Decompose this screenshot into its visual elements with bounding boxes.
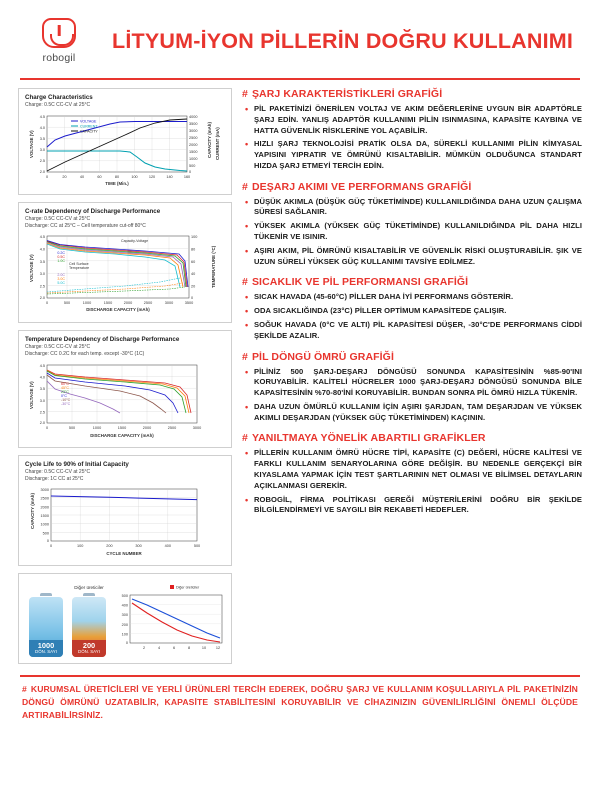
svg-text:1500: 1500 [103, 301, 113, 306]
svg-text:DISCHARGE CAPACITY (mAh): DISCHARGE CAPACITY (mAh) [90, 432, 154, 438]
svg-text:CURRENT (mA): CURRENT (mA) [215, 127, 220, 160]
battery-group [25, 580, 106, 657]
section-sicaklik-pil-performansi [242, 276, 582, 341]
list-item: • PİLİNİZ 500 ŞARJ-DEŞARJ DÖNGÜSÜ SONUNDA KAPASİTESİNİN %85-90'INI KORUYABİLİR. KALİTELİ HÜCRELER 1000 ŞARJ-DEŞARJ DÖNGÜSÜ SONUNDA BİLE KAPASİTESİNİN %70-80'İNİ KORUYABİLİR. BUNDAN SONRA PİL ÖMRÜ HIZLA TÜKENİR. [254, 367, 582, 399]
svg-text:TEMPERATURE (°C): TEMPERATURE (°C) [211, 246, 216, 289]
section-bullets [242, 448, 582, 516]
chart-title: Temperature Dependency of Discharge Performance [25, 336, 180, 344]
svg-text:3000: 3000 [189, 128, 198, 133]
chart-subtitle-2: Discharge: CC 0.2C for each temp. except -30°C (1C) [25, 351, 145, 357]
svg-text:1500: 1500 [40, 514, 49, 519]
svg-text:45°C: 45°C [61, 385, 70, 390]
svg-text:Cell Surface: Cell Surface [69, 262, 89, 267]
svg-text:1000: 1000 [92, 425, 102, 430]
svg-text:3.5: 3.5 [39, 260, 45, 265]
svg-text:0°C: 0°C [61, 393, 68, 398]
hash-icon: # [242, 180, 248, 193]
svg-text:100: 100 [131, 174, 138, 179]
svg-text:200: 200 [121, 623, 128, 628]
svg-text:3000: 3000 [192, 425, 202, 430]
svg-text:3.0: 3.0 [39, 272, 45, 277]
svg-text:40: 40 [79, 174, 85, 179]
svg-text:160: 160 [183, 174, 191, 179]
svg-text:2500: 2500 [189, 135, 198, 140]
svg-text:2000: 2000 [189, 142, 198, 147]
svg-text:10: 10 [201, 646, 207, 651]
svg-text:400: 400 [164, 544, 171, 549]
svg-text:2000: 2000 [142, 425, 152, 430]
svg-text:4000: 4000 [189, 114, 198, 119]
svg-text:CAPACITY (mAh): CAPACITY (mAh) [30, 493, 35, 530]
battery-label: Diğer üreticiler [74, 585, 104, 591]
chart-card-temperature-dependency [18, 330, 232, 448]
page-title: LİTYUM-İYON PİLLERİN DOĞRU KULLANIMI [112, 28, 574, 53]
svg-text:2.5: 2.5 [39, 158, 45, 163]
section-heading-text: YANILTMAYA YÖNELİK ABARTILI GRAFİKLER [251, 432, 486, 445]
section-bullets [242, 292, 582, 341]
document-footer [0, 677, 600, 732]
chart-card-c-rate-discharge [18, 202, 232, 324]
chart-plot [25, 112, 225, 190]
svg-text:140: 140 [166, 174, 173, 179]
svg-text:1.0C: 1.0C [57, 259, 65, 264]
svg-text:3.5: 3.5 [39, 136, 45, 141]
svg-text:100: 100 [77, 544, 84, 549]
hash-icon: # [242, 276, 248, 289]
svg-text:60: 60 [97, 174, 102, 179]
svg-text:100: 100 [121, 632, 128, 637]
svg-text:80: 80 [191, 247, 196, 252]
chart-plot [25, 485, 225, 561]
svg-text:0: 0 [45, 301, 49, 306]
svg-text:23°C: 23°C [61, 389, 70, 394]
svg-text:8: 8 [187, 646, 191, 651]
battery-other [72, 585, 106, 657]
section-desarj-akimi [242, 181, 582, 268]
svg-text:500: 500 [68, 425, 76, 430]
hash-icon: # [22, 684, 27, 695]
chart-plot [25, 232, 225, 318]
svg-text:CAPACITY (mAh): CAPACITY (mAh) [207, 121, 212, 158]
svg-text:500: 500 [63, 301, 71, 306]
svg-text:4.5: 4.5 [39, 363, 45, 368]
svg-text:VOLTAGE (V): VOLTAGE (V) [29, 130, 34, 158]
svg-text:-10°C: -10°C [61, 397, 71, 402]
section-heading [242, 88, 582, 100]
section-heading-text: PİL DÖNGÜ ÖMRÜ GRAFİĞİ [251, 350, 394, 363]
battery-cycle-unit: DÖN. SAYI [78, 648, 100, 654]
list-item: • AŞIRI AKIM, PİL ÖMRÜNÜ KISALTABİLİR VE GÜVENLİK RİSKİ OLUŞTURABİLİR. ŞIK VE UZUN SÜRELİ YÜKSEK GÜÇ KULLANIMI TAVSİYE EDİLMEZ. [254, 246, 582, 268]
battery-comparison-panel [18, 573, 232, 664]
chart-subtitle: Charge: 0.5C CC-CV at 25°C [25, 102, 91, 108]
svg-text:2.0C: 2.0C [57, 273, 65, 278]
svg-text:2.5: 2.5 [39, 284, 45, 289]
svg-text:Diğer üreticiler: Diğer üreticiler [176, 585, 200, 590]
section-bullets [242, 367, 582, 424]
chart-subtitle-2: Discharge: 1C CC at 25°C [25, 475, 84, 482]
chart-plot-misleading [112, 583, 230, 657]
chart-subtitle: Charge: 0.5C CC-CV at 25°C [25, 344, 91, 351]
svg-text:2500: 2500 [143, 301, 153, 306]
svg-text:4: 4 [157, 646, 161, 651]
svg-text:1000: 1000 [82, 301, 92, 306]
chart-title: C-rate Dependency of Discharge Performance [25, 207, 161, 215]
svg-text:500: 500 [193, 544, 201, 549]
svg-text:4.0: 4.0 [39, 375, 45, 380]
svg-text:20: 20 [62, 174, 67, 179]
svg-text:1500: 1500 [117, 425, 127, 430]
hash-icon: # [242, 88, 248, 100]
brand-name: robogil [42, 52, 76, 64]
svg-text:3.0: 3.0 [39, 147, 45, 152]
section-bullets [242, 104, 582, 172]
svg-text:VOLTAGE (V): VOLTAGE (V) [29, 254, 34, 283]
battery-value-band [72, 640, 106, 658]
svg-text:CURRENT: CURRENT [80, 124, 98, 129]
chart-subtitle-2: Discharge: CC at 25°C – Cell temperature cut-off 80°C [25, 222, 146, 229]
svg-text:2500: 2500 [167, 425, 177, 430]
section-heading-text: DEŞARJ AKIMI VE PERFORMANS GRAFİĞİ [251, 180, 472, 193]
svg-text:500: 500 [121, 594, 128, 599]
list-item: • SICAK HAVADA (45-60°C) PİLLER DAHA İYİ PERFORMANS GÖSTERİR. [254, 292, 582, 303]
section-heading [242, 276, 582, 288]
title-wrapper [98, 28, 573, 54]
svg-text:3000: 3000 [40, 488, 49, 493]
svg-text:Capacity-Voltage: Capacity-Voltage [121, 239, 149, 244]
svg-text:200: 200 [106, 544, 113, 549]
svg-text:4.0: 4.0 [39, 247, 45, 252]
svg-text:2.5: 2.5 [39, 410, 45, 415]
svg-text:0: 0 [45, 174, 49, 179]
svg-text:VOLTAGE: VOLTAGE [80, 119, 97, 124]
svg-text:CAPACITY: CAPACITY [80, 129, 98, 134]
svg-text:2: 2 [142, 646, 146, 651]
svg-text:500: 500 [189, 163, 196, 168]
svg-text:0: 0 [191, 296, 194, 301]
svg-text:3.0: 3.0 [39, 398, 45, 403]
svg-text:3000: 3000 [164, 301, 174, 306]
svg-text:1000: 1000 [189, 156, 198, 161]
battery-cycle-value: 200 [82, 640, 96, 650]
content-column [242, 88, 582, 671]
list-item: • DÜŞÜK AKIMLA (DÜŞÜK GÜÇ TÜKETİMİNDE) KULLANILDIĞINDA DAHA UZUN ÇALIŞMA SÜRESİ SAĞLANIR. [254, 197, 582, 219]
svg-text:1500: 1500 [189, 149, 198, 154]
svg-text:4.0: 4.0 [39, 125, 45, 130]
svg-text:0: 0 [45, 425, 49, 430]
svg-text:3.5: 3.5 [39, 386, 45, 391]
svg-text:40: 40 [191, 272, 196, 277]
svg-text:0: 0 [49, 544, 53, 549]
section-heading-text: ŞARJ KARAKTERİSTİKLERİ GRAFİĞİ [251, 88, 443, 100]
brand-logo [20, 18, 98, 64]
svg-text:100: 100 [191, 235, 198, 240]
svg-text:60: 60 [191, 260, 196, 265]
svg-text:3.0C: 3.0C [57, 277, 65, 282]
svg-text:2000: 2000 [40, 505, 49, 510]
list-item: • HIZLI ŞARJ TEKNOLOJİSİ PRATİK OLSA DA, SÜREKLİ KULLANIMI PİLİN KİMYASAL YAPISINI YIPRATIR VE ÖMRÜNÜ KISALTABİLİR. MÜMKÜN OLDUĞUNCA STANDART HIZDA ŞARJ ETMEYİ TERCİH EDİN. [254, 139, 582, 171]
svg-text:400: 400 [121, 603, 128, 608]
svg-text:120: 120 [148, 174, 156, 179]
svg-text:TIME (Min.): TIME (Min.) [105, 180, 129, 186]
battery-cycle-value: 1000 [37, 640, 55, 650]
battery-body [72, 597, 106, 657]
chart-card-cycle-life [18, 455, 232, 567]
section-yaniltmaya-yonelik-grafikler [242, 432, 582, 516]
svg-text:6: 6 [172, 646, 176, 651]
svg-text:300: 300 [135, 544, 142, 549]
svg-text:3500: 3500 [189, 121, 198, 126]
hash-icon: # [242, 350, 248, 363]
footer-note: KURUMSAL ÜRETİCİLERİ VE YERLİ ÜRÜNLERİ TERCİH EDEREK, DOĞRU ŞARJ VE KULLANIM KOŞULLARIYLA PİL PAKETİNİZİN DÖNGÜ ÖMRÜNÜ UZATABİLİR, KAPASİTE STABİLİTESİNİ KORUYABİLİR VE CİHAZINIZIN GÜVENİLİRLİĞİNİ ÖNEMLİ ÖLÇÜDE ARTIRABİLİRSİNİZ. [22, 684, 578, 721]
document-body [0, 80, 600, 671]
svg-text:2.0: 2.0 [39, 420, 45, 425]
svg-text:0: 0 [46, 539, 49, 544]
battery-value-band [29, 640, 63, 658]
svg-text:2500: 2500 [40, 496, 49, 501]
svg-text:4.5: 4.5 [39, 114, 45, 119]
robot-head-icon [42, 18, 76, 48]
battery-terminal-icon [40, 593, 52, 596]
svg-text:DISCHARGE CAPACITY (mAh): DISCHARGE CAPACITY (mAh) [86, 307, 150, 313]
svg-text:2.0: 2.0 [39, 296, 45, 301]
section-pil-dongu-omru [242, 351, 582, 424]
svg-text:80: 80 [114, 174, 120, 179]
section-heading [242, 181, 582, 193]
list-item: • ROBOGİL, FİRMA POLİTİKASI GEREĞİ MÜŞTERİLERİNİ DOĞRU BİR ŞEKİLDE BİLGİLENDİRMEYİ VE SAYGILI BİR REKABETİ HEDEFLER. [254, 495, 582, 517]
svg-text:VOLTAGE (V): VOLTAGE (V) [29, 381, 34, 409]
section-sarj-karakteristikleri [242, 88, 582, 172]
svg-text:12: 12 [215, 646, 221, 651]
svg-text:CYCLE NUMBER: CYCLE NUMBER [106, 551, 142, 557]
chart-subtitle: Charge: 0.5C CC-CV at 25°C [25, 468, 91, 475]
list-item: • YÜKSEK AKIMLA (YÜKSEK GÜÇ TÜKETİMİNDE) KULLANILDIĞINDA PİL DAHA HIZLI TÜKENİR VE ISINIR. [254, 221, 582, 243]
svg-text:300: 300 [121, 613, 128, 618]
svg-text:3500: 3500 [184, 301, 194, 306]
svg-text:1000: 1000 [40, 522, 49, 527]
svg-text:60°C: 60°C [61, 381, 70, 386]
chart-title: Cycle Life to 90% of Initial Capacity [25, 460, 129, 468]
battery-label [29, 585, 63, 591]
svg-text:2000: 2000 [123, 301, 133, 306]
svg-text:0: 0 [125, 641, 128, 646]
footer-text [22, 683, 578, 722]
charts-column [18, 88, 232, 671]
section-heading [242, 432, 582, 444]
svg-text:-30°C: -30°C [61, 401, 71, 406]
section-heading-text: SICAKLIK VE PİL PERFORMANSI GRAFİĞİ [251, 276, 469, 289]
svg-text:20: 20 [191, 284, 196, 289]
svg-text:0.2C: 0.2C [57, 251, 65, 256]
hash-icon: # [242, 432, 248, 445]
svg-text:500: 500 [42, 531, 49, 536]
chart-subtitle: Charge: 0.5C CC-CV at 25°C [25, 215, 91, 222]
svg-text:0.5C: 0.5C [57, 255, 65, 260]
battery-cycle-unit: DÖN. SAYI [35, 648, 57, 654]
chart-plot [25, 361, 225, 443]
svg-text:0: 0 [189, 169, 192, 174]
list-item: • PİLLERİN KULLANIM ÖMRÜ HÜCRE TİPİ, KAPASİTE (C) DEĞERİ, HÜCRE KALİTESİ VE FARKLI KULLANIM SENARYOLARINA GÖRE DEĞİŞİR. BU NEDENLE GERÇEKÇİ BİR KIYASLAMA YAPMAK İÇİN TEST ŞARTLARININ NET OLMASI VE BİLİMSEL DETAYLARIN AÇIKLANMASI GEREKİR. [254, 448, 582, 491]
svg-text:Temperature: Temperature [69, 266, 90, 271]
document-header [0, 0, 600, 74]
battery-terminal-icon [83, 593, 95, 596]
list-item: • PİL PAKETİNİZİ ÖNERİLEN VOLTAJ VE AKIM DEĞERLERİNE UYGUN BİR ADAPTÖRLE ŞARJ EDİN. YANLIŞ ADAPTÖR KULLANIMI PİLİN ISINMASINA, KAPASİTE KAYBINA VE HATTA GÜVENLİK RİSKLERİNE YOL AÇABİLİR. [254, 104, 582, 136]
list-item: • ODA SICAKLIĞINDA (23°C) PİLLER OPTİMUM KAPASİTEDE ÇALIŞIR. [254, 306, 582, 317]
battery-robogil [29, 585, 63, 657]
section-heading [242, 351, 582, 363]
svg-text:4.5: 4.5 [39, 235, 45, 240]
chart-title: Charge Characteristics [25, 94, 93, 101]
list-item: • SOĞUK HAVADA (0°C VE ALTI) PİL KAPASİTESİ DÜŞER, -30°C'DE PERFORMANS CİDDİ ŞEKİLDE AZALIR. [254, 320, 582, 342]
svg-text:2.0: 2.0 [39, 169, 45, 174]
chart-card-charge-characteristics [18, 88, 232, 195]
list-item: • DAHA UZUN ÖMÜRLÜ KULLANIM İÇİN AŞIRI ŞARJDAN, TAM DEŞARJDAN VE YÜKSEK AKIMLI DEŞARJDAN (YÜKSEK GÜÇ TÜKETİMİNDEN) KAÇININ. [254, 402, 582, 424]
battery-body [29, 597, 63, 657]
svg-text:5.0C: 5.0C [57, 281, 65, 286]
section-bullets [242, 197, 582, 268]
